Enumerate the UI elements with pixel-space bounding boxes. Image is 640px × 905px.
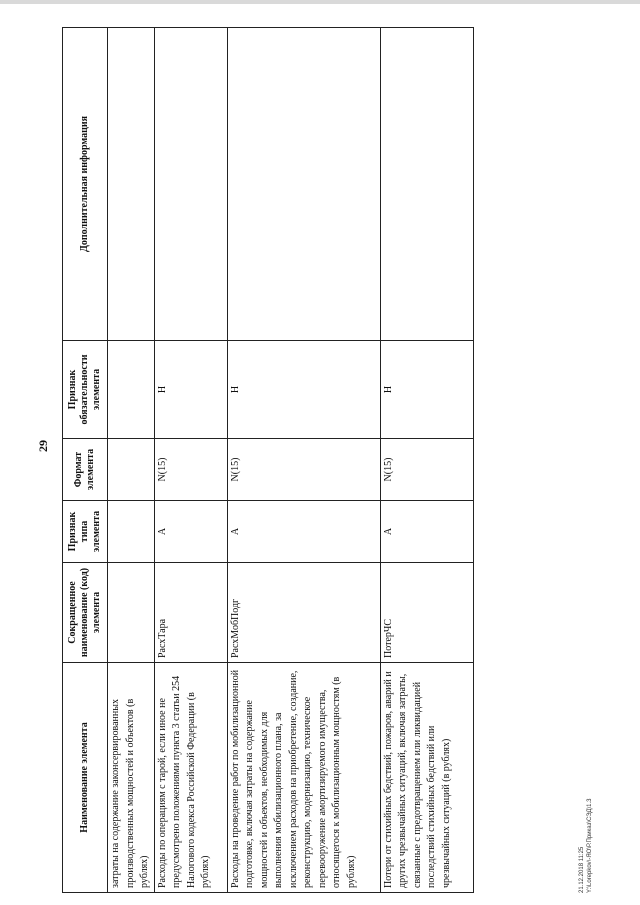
header-code: Сокращенное наименование (код) элемента (63, 563, 108, 663)
cell-type: А (154, 501, 227, 563)
table-row (154, 28, 227, 893)
cell-info (380, 28, 473, 341)
header-required: Признак обязательности элемента (63, 341, 108, 439)
cell-code: ПотерЧС (380, 563, 473, 663)
cell-name: затраты на содержание законсервированных производственных мощностей и объектов (в рублях) (108, 663, 155, 893)
cell-name: Расходы по операциям с тарой, если иное не предусмотрено положениями пункта 3 статьи 254 Налогового кодекса Российской Федерации (в рублях) (154, 663, 227, 893)
table-row (227, 28, 380, 893)
cell-type (108, 501, 155, 563)
cell-format (108, 439, 155, 501)
rotated-page-content (62, 28, 497, 893)
cell-info (154, 28, 227, 341)
header-type: Признак типа элемента (63, 501, 108, 563)
cell-format: N(15) (380, 439, 473, 501)
cell-required: Н (380, 341, 473, 439)
cell-format: N(15) (154, 439, 227, 501)
header-format: Формат элемента (63, 439, 108, 501)
footer-timestamp: 21.12.2018 11:25 (579, 846, 585, 893)
cell-name: Потери от стихийных бедствий, пожаров, аварий и других чрезвычайных ситуаций, включая затраты, связанные с предотвращением или ликвидацией последствий стихийных бедствий или чрезвычайных ситуаций (в рублях) (380, 663, 473, 893)
cell-code (108, 563, 155, 663)
table-row (108, 28, 155, 893)
header-name: Наименование элемента (63, 663, 108, 893)
document-footer (578, 799, 594, 893)
cell-required: Н (154, 341, 227, 439)
cell-type: А (227, 501, 380, 563)
scan-edge (0, 0, 640, 4)
cell-info (227, 28, 380, 341)
cell-format: N(15) (227, 439, 380, 501)
table-row (380, 28, 473, 893)
header-info: Дополнительная информация (63, 28, 108, 341)
table-header-row (63, 28, 108, 893)
cell-code: РасхМобПодг (227, 563, 380, 663)
cell-code: РасхТара (154, 563, 227, 663)
cell-required (108, 341, 155, 439)
cell-required: Н (227, 341, 380, 439)
footer-path: Y:\Lorepkov\-ЯО\Р.Приказ\СЭД\1.3 (587, 798, 593, 893)
cell-name: Расходы на проведение работ по мобилизационной подготовке, включая затраты на содержание мощностей и объектов, необходимых для выполнения мобилизационного плана, за исключением расходов на приобретение, создание, реконструкцию, модернизацию, техническое перевооружение амортизируемого имущества, относящегося к мобилизационным мощностям (в рублях) (227, 663, 380, 893)
cell-info (108, 28, 155, 341)
cell-type: А (380, 501, 473, 563)
elements-table (62, 27, 474, 893)
page-number: 29 (36, 440, 50, 452)
